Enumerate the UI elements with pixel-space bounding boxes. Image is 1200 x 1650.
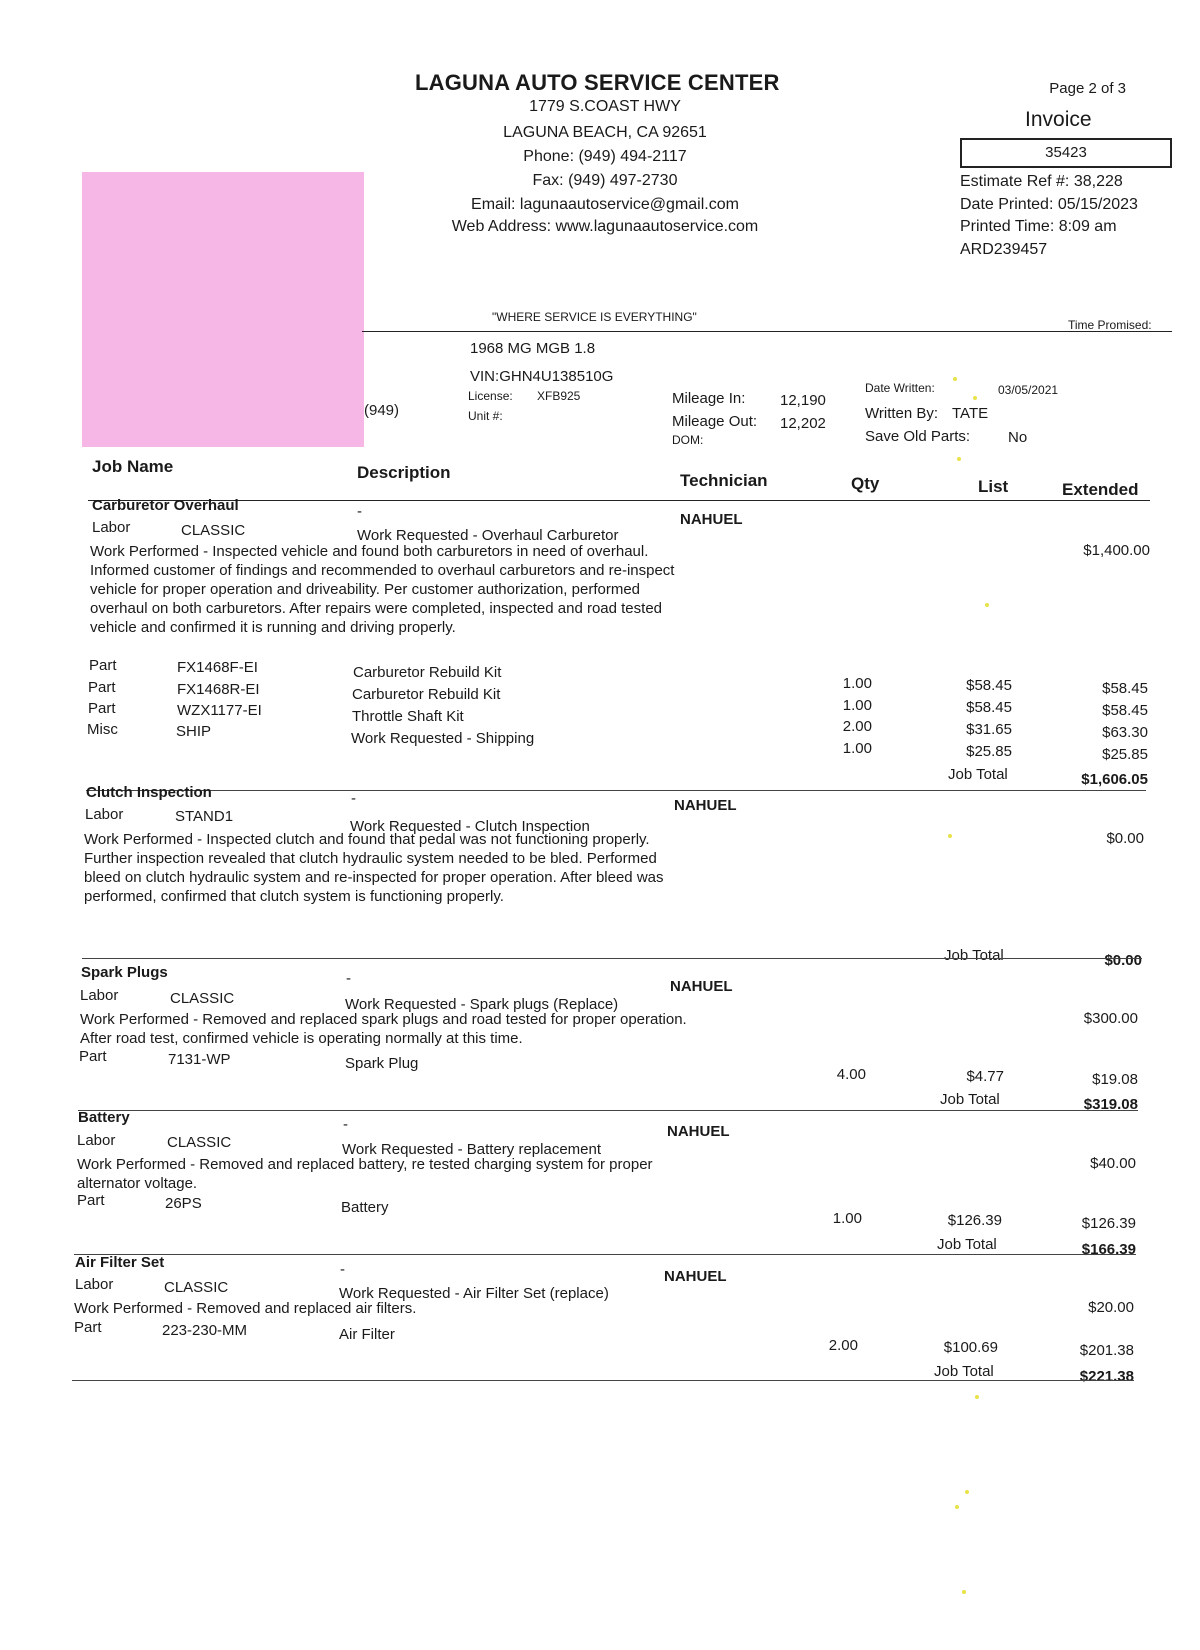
job-name: Carburetor Overhaul	[92, 497, 239, 514]
item-qty: 1.00	[842, 740, 872, 757]
vehicle-model: 1968 MG MGB 1.8	[470, 340, 596, 357]
job-total-label: Job Total	[948, 766, 1008, 783]
labor-amount: $300.00	[1083, 1010, 1138, 1027]
item-qty: 2.00	[828, 1337, 858, 1354]
item-extended: $58.45	[1102, 680, 1148, 697]
save-parts-label: Save Old Parts:	[865, 428, 971, 445]
scan-speck	[975, 1395, 979, 1399]
labor-amount: $20.00	[1088, 1299, 1134, 1316]
scan-speck	[953, 377, 957, 381]
scan-speck	[962, 1590, 966, 1594]
estimate-ref: Estimate Ref #: 38,228	[960, 173, 1123, 190]
item-description: Spark Plug	[345, 1055, 419, 1072]
job-dash: -	[351, 790, 356, 807]
labor-amount: $1,400.00	[1083, 542, 1150, 559]
labor-code: CLASSIC	[181, 522, 246, 539]
mileage-out-value: 12,202	[780, 415, 826, 432]
item-code: 7131-WP	[168, 1051, 231, 1068]
page-number: Page 2 of 3	[1049, 80, 1126, 97]
vin-value: GHN4U138510G	[499, 368, 614, 385]
web-address: Web Address: www.lagunaautoservice.com	[451, 218, 759, 235]
labor-type: Labor	[75, 1276, 114, 1293]
col-job-name: Job Name	[92, 457, 174, 476]
item-extended: $58.45	[1102, 702, 1148, 719]
printed-time: Printed Time: 8:09 am	[960, 218, 1117, 235]
license-value: XFB925	[537, 389, 581, 403]
labor-type: Labor	[77, 1132, 116, 1149]
job-technician: NAHUEL	[670, 978, 733, 995]
job-technician: NAHUEL	[664, 1268, 727, 1285]
work-performed: Work Performed - Inspected vehicle and found both carburetors in need of overhaul. Informed customer of findings and recommended to overhaul carburetors and re-inspect vehicle for proper operation and driveability. Per customer authorization, performed overhaul on both carburetors. After repairs were completed, inspected and road tested vehicle and confirmed it is running and driving properly.	[90, 543, 675, 636]
item-qty: 1.00	[842, 697, 872, 714]
job-name: Clutch Inspection	[86, 784, 212, 801]
labor-code: CLASSIC	[170, 990, 235, 1007]
labor-description: Work Requested - Air Filter Set (replace)	[339, 1285, 609, 1302]
document-type: Invoice	[1025, 108, 1092, 131]
item-type: Part	[74, 1319, 102, 1336]
job-divider	[78, 1110, 1138, 1111]
item-qty: 2.00	[842, 718, 872, 735]
unit-label: Unit #:	[468, 409, 503, 423]
address-line-2: LAGUNA BEACH, CA 92651	[503, 124, 707, 141]
item-list: $31.65	[966, 721, 1012, 738]
written-by-label: Written By:	[865, 405, 939, 422]
scan-speck	[948, 834, 952, 838]
job-total-label: Job Total	[934, 1363, 994, 1380]
dom-label: DOM:	[672, 433, 704, 447]
invoice-code: ARD239457	[960, 241, 1048, 258]
labor-description: Work Requested - Overhaul Carburetor	[357, 527, 619, 544]
labor-description: Work Requested - Battery replacement	[342, 1141, 602, 1158]
mileage-in-value: 12,190	[780, 392, 826, 409]
item-list: $4.77	[966, 1068, 1004, 1085]
item-code: 223-230-MM	[162, 1322, 248, 1339]
job-total-amount: $319.08	[1083, 1096, 1138, 1113]
date-written-label: Date Written:	[865, 381, 935, 395]
job-dash: -	[343, 1116, 348, 1133]
item-type: Part	[77, 1192, 105, 1209]
labor-type: Labor	[80, 987, 119, 1004]
job-divider	[74, 1254, 1136, 1255]
item-code: SHIP	[176, 723, 212, 740]
written-by-value: TATE	[952, 405, 989, 422]
vin-label: VIN:	[470, 368, 500, 385]
col-extended: Extended	[1062, 480, 1139, 499]
item-qty: 4.00	[836, 1066, 866, 1083]
item-type: Part	[79, 1048, 107, 1065]
job-total-label: Job Total	[937, 1236, 997, 1253]
motto: "WHERE SERVICE IS EVERYTHING"	[492, 310, 697, 324]
item-qty: 1.00	[832, 1210, 862, 1227]
job-name: Spark Plugs	[81, 964, 168, 981]
item-extended: $63.30	[1102, 724, 1148, 741]
item-code: WZX1177-EI	[177, 702, 262, 719]
job-divider	[86, 790, 1146, 791]
item-extended: $25.85	[1102, 746, 1148, 763]
redacted-customer-block	[82, 172, 364, 447]
email: Email: lagunaautoservice@gmail.com	[471, 196, 739, 213]
col-qty: Qty	[851, 474, 880, 493]
item-code: FX1468F-EI	[177, 659, 258, 676]
phone: Phone: (949) 494-2117	[523, 148, 687, 165]
job-dash: -	[357, 503, 362, 520]
labor-description: Work Requested - Clutch Inspection	[350, 818, 590, 835]
col-description: Description	[357, 463, 451, 482]
job-total-amount: $1,606.05	[1081, 771, 1148, 788]
job-dash: -	[340, 1261, 345, 1278]
labor-code: CLASSIC	[164, 1279, 229, 1296]
job-dash: -	[346, 970, 351, 987]
item-list: $58.45	[966, 677, 1012, 694]
job-total-label: Job Total	[944, 947, 1004, 964]
item-description: Work Requested - Shipping	[351, 730, 535, 747]
labor-type: Labor	[85, 806, 124, 823]
work-performed: Work Performed - Removed and replaced spark plugs and road tested for proper operation. After road test, confirmed vehicle is operating normally at this time.	[80, 1011, 687, 1047]
item-type: Part	[88, 679, 116, 696]
item-type: Part	[88, 700, 116, 717]
scan-speck	[965, 1490, 969, 1494]
license-label: License:	[468, 389, 513, 403]
item-list: $58.45	[966, 699, 1012, 716]
labor-amount: $0.00	[1106, 830, 1144, 847]
work-performed: Work Performed - Removed and replaced battery, re tested charging system for proper alternator voltage.	[77, 1156, 653, 1192]
item-list: $25.85	[966, 743, 1012, 760]
item-code: 26PS	[165, 1195, 202, 1212]
customer-phone-prefix: (949)	[364, 402, 400, 419]
work-performed: Work Performed - Removed and replaced air filters.	[74, 1300, 417, 1317]
scan-speck	[985, 603, 989, 607]
col-list: List	[978, 477, 1009, 496]
job-technician: NAHUEL	[680, 511, 743, 528]
item-extended: $201.38	[1079, 1342, 1134, 1359]
job-name: Air Filter Set	[75, 1254, 165, 1271]
time-promised-label: Time Promised:	[1068, 318, 1152, 332]
scan-speck	[957, 457, 961, 461]
item-list: $100.69	[943, 1339, 998, 1356]
scan-speck	[955, 1505, 959, 1509]
labor-description: Work Requested - Spark plugs (Replace)	[345, 996, 619, 1013]
item-description: Throttle Shaft Kit	[352, 708, 464, 725]
date-printed: Date Printed: 05/15/2023	[960, 196, 1138, 213]
col-technician: Technician	[680, 471, 768, 490]
item-description: Air Filter	[339, 1326, 395, 1343]
item-qty: 1.00	[842, 675, 872, 692]
job-total-amount: $221.38	[1079, 1368, 1134, 1385]
fax: Fax: (949) 497-2730	[532, 172, 678, 189]
job-divider	[72, 1380, 1134, 1381]
item-description: Carburetor Rebuild Kit	[352, 686, 501, 703]
labor-code: CLASSIC	[167, 1134, 232, 1151]
item-extended: $126.39	[1081, 1215, 1136, 1232]
date-written-value: 03/05/2021	[998, 383, 1059, 397]
address-line-1: 1779 S.COAST HWY	[529, 98, 681, 115]
job-total-label: Job Total	[940, 1091, 1000, 1108]
mileage-in-label: Mileage In:	[672, 390, 746, 407]
mileage-out-label: Mileage Out:	[672, 413, 758, 430]
company-name: LAGUNA AUTO SERVICE CENTER	[415, 70, 780, 95]
vin-row	[470, 368, 613, 385]
item-extended: $19.08	[1092, 1071, 1138, 1088]
scan-speck	[973, 396, 977, 400]
job-technician: NAHUEL	[667, 1123, 730, 1140]
labor-type: Labor	[92, 519, 131, 536]
labor-code: STAND1	[175, 808, 234, 825]
item-code: FX1468R-EI	[177, 681, 260, 698]
column-header-divider	[88, 500, 1150, 501]
header-divider	[362, 331, 1172, 332]
work-performed: Work Performed - Inspected clutch and found that pedal was not functioning properly. Further inspection revealed that clutch hydraulic system needed to be bled. Performed bleed on clutch hydraulic system and re-inspected for proper operation. After bleed was performed, confirmed that clutch system is functioning properly.	[84, 831, 664, 905]
job-total-amount: $0.00	[1104, 952, 1142, 969]
job-name: Battery	[78, 1109, 130, 1126]
labor-amount: $40.00	[1090, 1155, 1136, 1172]
item-description: Carburetor Rebuild Kit	[353, 664, 502, 681]
job-technician: NAHUEL	[674, 797, 737, 814]
save-parts-value: No	[1008, 429, 1028, 446]
item-type: Misc	[87, 721, 118, 738]
job-total-amount: $166.39	[1081, 1241, 1136, 1258]
job-divider	[82, 958, 1142, 959]
invoice-number: 35423	[960, 138, 1172, 168]
item-type: Part	[89, 657, 117, 674]
item-list: $126.39	[947, 1212, 1002, 1229]
item-description: Battery	[341, 1199, 389, 1216]
